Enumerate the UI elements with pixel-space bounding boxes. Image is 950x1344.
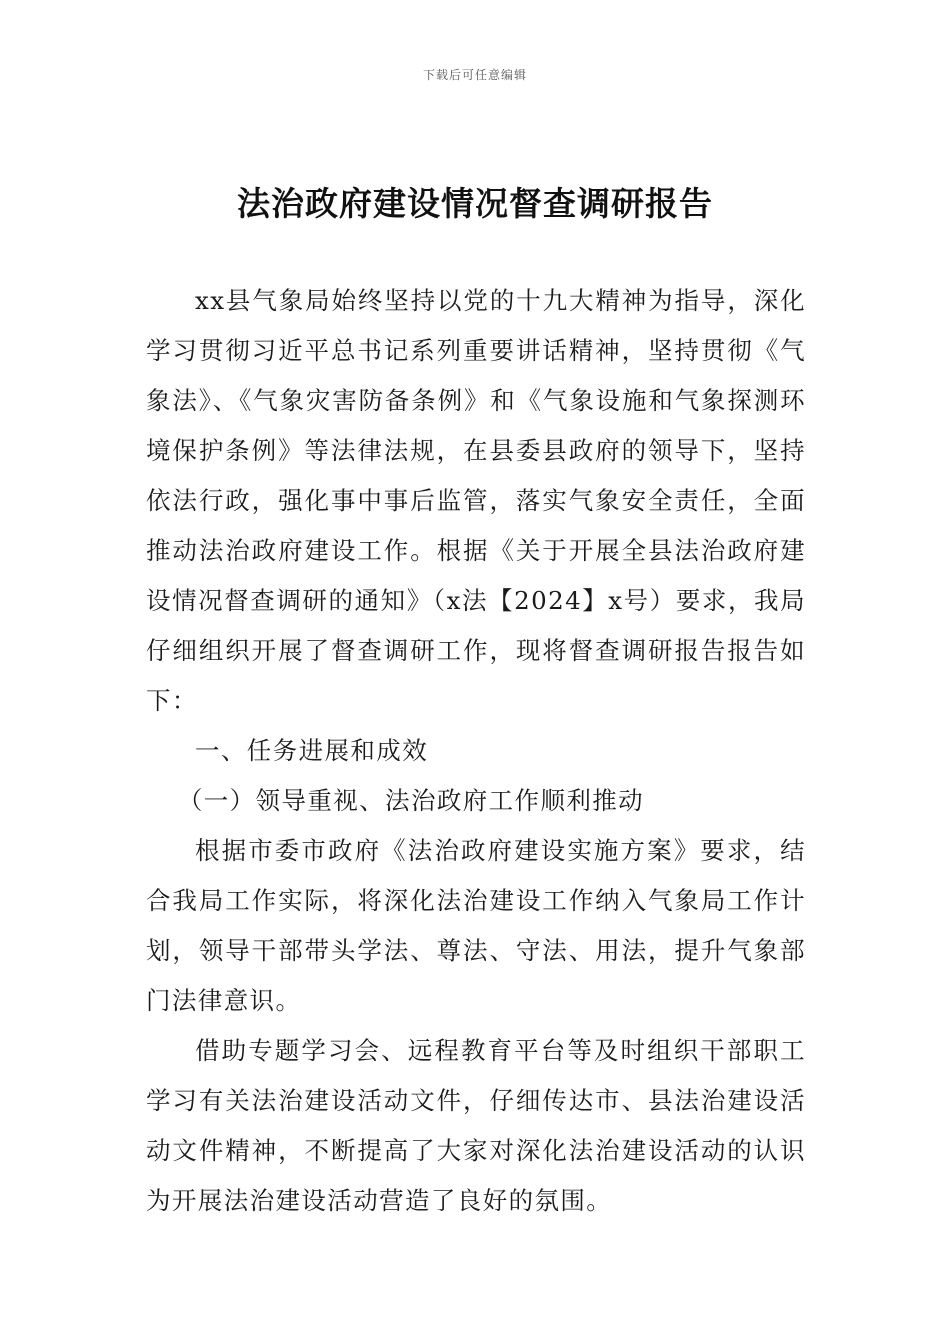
page-header-note: 下载后可任意编辑 bbox=[422, 68, 527, 82]
section-heading-1: 一、任务进展和成效 bbox=[195, 736, 429, 765]
intro-paragraph: xx县气象局始终坚持以党的十九大精神为指导，深化学习贯彻习近平总书记系列重要讲话精神，坚持贯彻《气象法》、《气象灾害防备条例》和《气象设施和气象探测环境保护条例》等法律法规，在县委县政府的领导下，坚持依法行政，强化事中事后监管，落实气象安全责任，全面推动法治政府建设工作。根据《关于开展全县法治政府建设情况督查调研的通知》（x法【2024】x号）要求，我局仔细组织开展了督查调研工作，现将督查调研报告报告如下： bbox=[146, 286, 806, 715]
body-paragraph-3: 借助专题学习会、远程教育平台等及时组织干部职工学习有关法治建设活动文件，仔细传达市、县法治建设活动文件精神，不断提高了大家对深化法治建设活动的认识为开展法治建设活动营造了良好的氛围。 bbox=[146, 1036, 806, 1215]
document-title: 法治政府建设情况督查调研报告 bbox=[237, 184, 713, 223]
subsection-heading-1: （一）领导重视、法治政府工作顺利推动 bbox=[177, 786, 645, 815]
document-body bbox=[146, 276, 806, 1226]
body-paragraph-2: 根据市委市政府《法治政府建设实施方案》要求，结合我局工作实际，将深化法治建设工作纳入气象局工作计划，领导干部带头学法、尊法、守法、用法，提升气象部门法律意识。 bbox=[146, 836, 806, 1015]
